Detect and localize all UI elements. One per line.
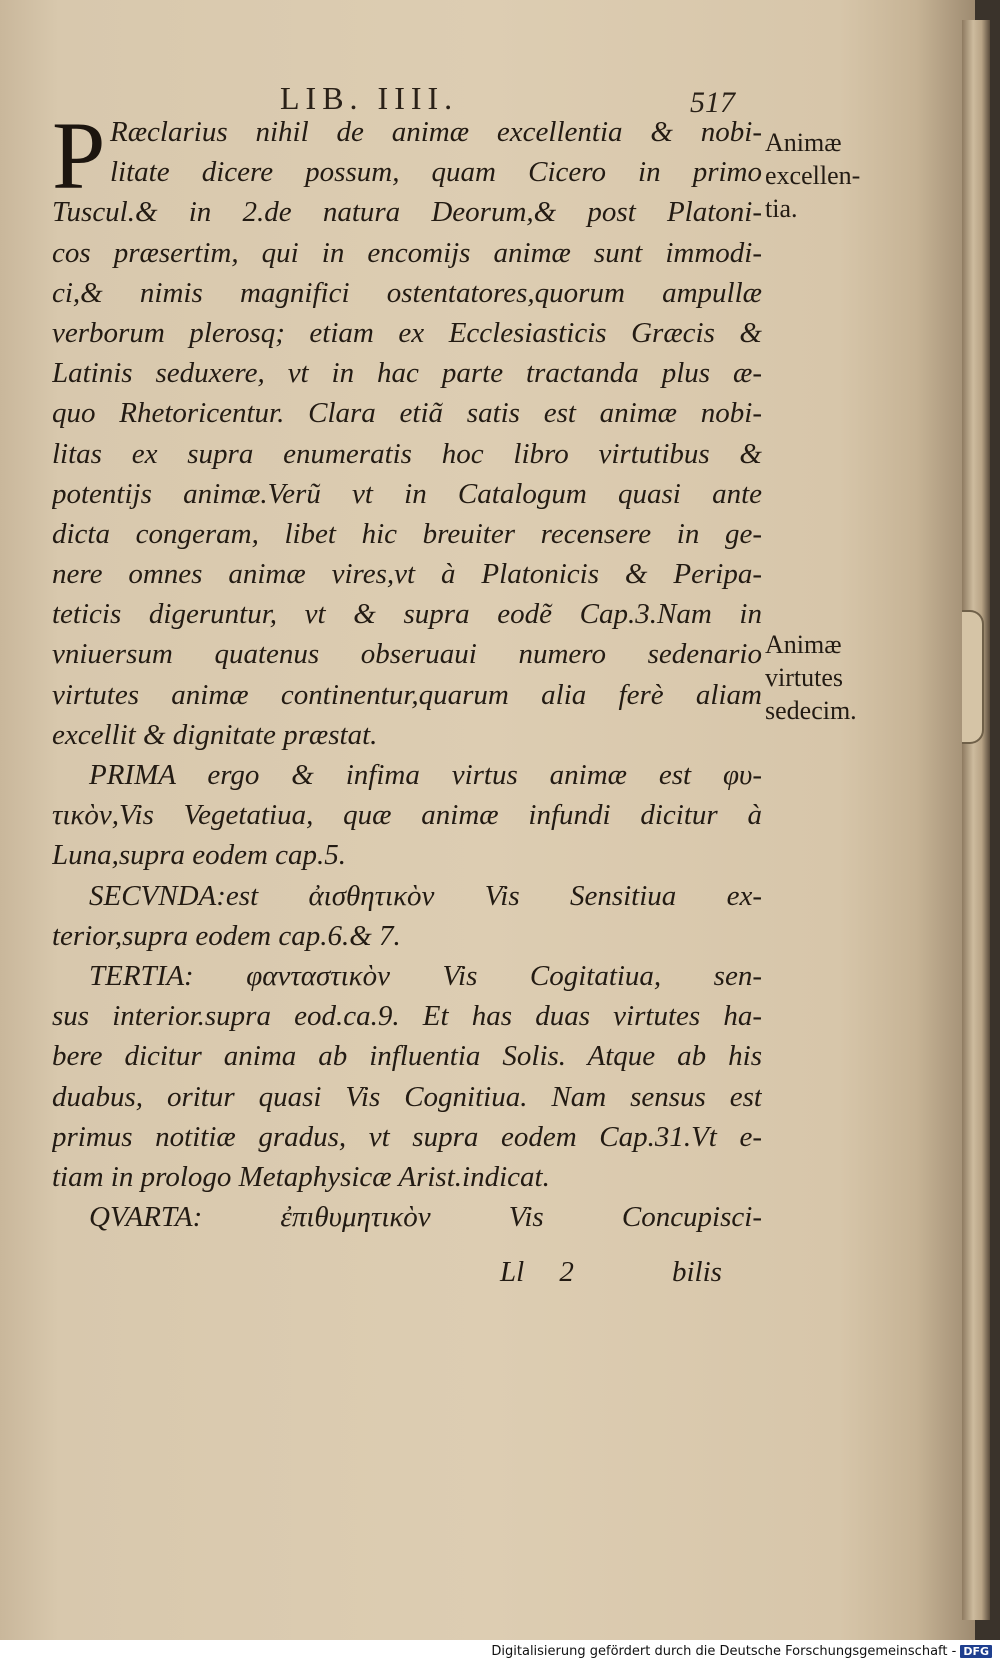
text-line: Ræclarius nihil de animæ excellentia & nobi- <box>110 116 762 148</box>
margin-note-excellence <box>765 126 860 225</box>
text-line: excellit & dignitate præstat. <box>52 718 378 751</box>
text-line: nere omnes animæ vires,vt à Platonicis & Peripa- <box>52 558 762 591</box>
text-line: virtutes animæ continentur,quarum alia ferè aliam <box>52 678 762 711</box>
text-line: teticis digeruntur, vt & supra eodẽ Cap.3.Nam in <box>52 598 762 631</box>
margin-note-virtues <box>765 628 857 727</box>
page-tab-marker <box>962 610 984 744</box>
text-line: terior,supra eodem cap.6.& 7. <box>52 919 401 952</box>
text-line: τικὸν,Vis Vegetatiua, quæ animæ infundi dicitur à <box>52 799 762 832</box>
text-line: QVARTA: ἐπιθυμητικὸν Vis Concupisci- <box>89 1201 762 1234</box>
text-line: sus interior.supra eod.ca.9. Et has duas virtutes ha- <box>52 1000 762 1033</box>
text-line: quo Rhetoricentur. Clara etiã satis est animæ nobi- <box>52 397 762 430</box>
page-edge <box>962 20 990 1620</box>
text-line: tiam in prologo Metaphysicæ Arist.indicat. <box>52 1160 550 1193</box>
text-line: potentijs animæ.Verũ vt in Catalogum quasi ante <box>52 477 762 510</box>
text-line: cos præsertim, qui in encomijs animæ sunt immodi- <box>52 236 762 269</box>
text-line: bere dicitur anima ab influentia Solis. Atque ab his <box>52 1040 762 1073</box>
margin-note-line: Animæ <box>765 128 842 157</box>
catchword: bilis <box>672 1256 722 1288</box>
text-line: Latinis seduxere, vt in hac parte tractanda plus æ- <box>52 357 762 390</box>
text-line: ci,& nimis magnifici ostentatores,quorum ampullæ <box>52 276 762 309</box>
text-line: litate dicere possum, quam Cicero in primo <box>110 156 762 189</box>
margin-note-line: excellen- <box>765 161 861 190</box>
text-line: dicta congeram, libet hic breuiter recensere in ge- <box>52 517 762 550</box>
dfg-logo: DFG <box>960 1645 992 1658</box>
text-line: SECVNDA:est ἀισθητικὸν Vis Sensitiua ex- <box>89 879 762 912</box>
text-line: Tuscul.& in 2.de natura Deorum,& post Platoni- <box>52 196 762 229</box>
page-number: 517 <box>690 86 735 119</box>
drop-cap: P <box>52 102 106 209</box>
margin-note-line: virtutes <box>765 663 843 692</box>
digitization-credit <box>491 1644 992 1659</box>
margin-note-line: sedecim. <box>765 696 857 725</box>
credit-text: Digitalisierung gefördert durch die Deutsche Forschungsgemeinschaft - <box>491 1644 957 1659</box>
text-line: verborum plerosq; etiam ex Ecclesiasticis Græcis & <box>52 316 762 349</box>
text-line: primus notitiæ gradus, vt supra eodem Cap.31.Vt e- <box>52 1120 762 1153</box>
text-line: litas ex supra enumeratis hoc libro virtutibus & <box>52 437 762 470</box>
margin-note-line: tia. <box>765 194 798 223</box>
text-line: vniuersum quatenus obseruaui numero sedenario <box>52 638 762 671</box>
text-line: PRIMA ergo & infima virtus animæ est φυ- <box>89 759 762 791</box>
text-line: duabus, oritur quasi Vis Cognitiua. Nam sensus est <box>52 1080 762 1113</box>
text-line: Luna,supra eodem cap.5. <box>52 839 347 872</box>
signature-mark: Ll 2 <box>500 1256 574 1288</box>
running-head: LIB. IIII. <box>280 80 459 116</box>
margin-note-line: Animæ <box>765 630 842 659</box>
text-line: TERTIA: φανταστικὸν Vis Cogitatiua, sen- <box>89 959 762 992</box>
